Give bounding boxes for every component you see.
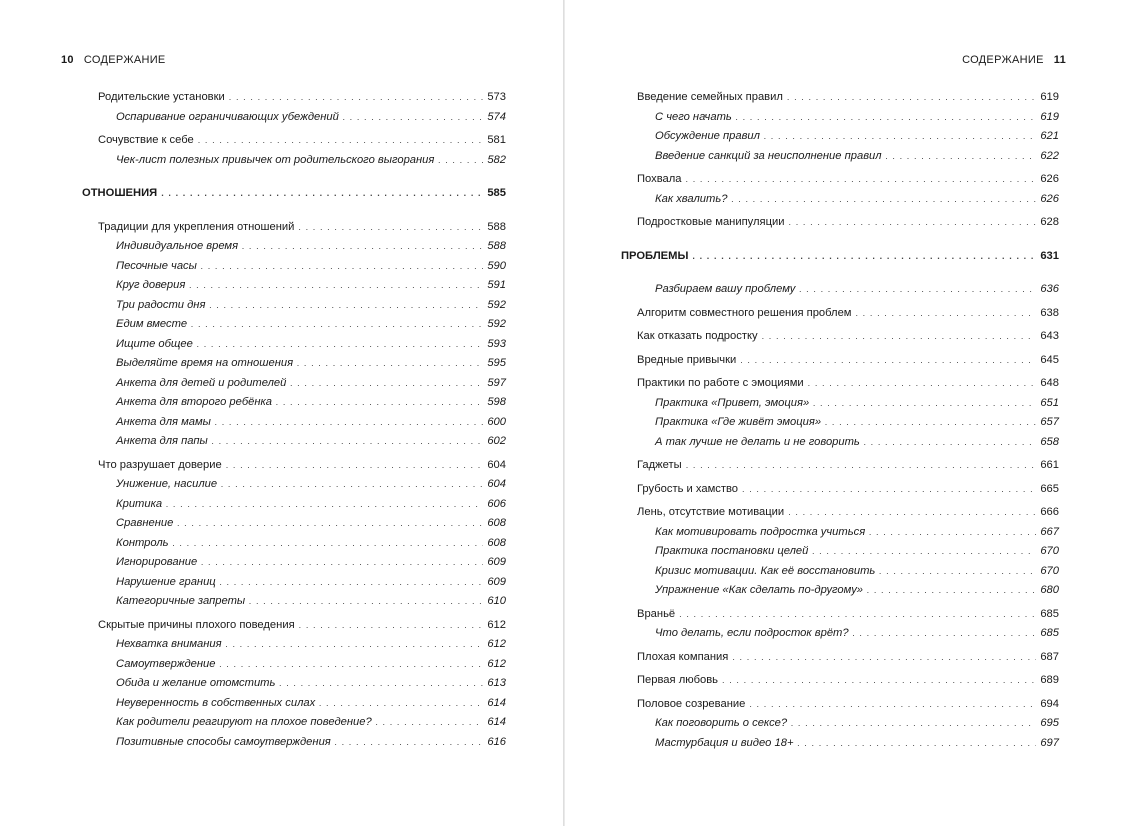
toc-entry-title: Введение санкций за неисполнение правил	[655, 149, 882, 162]
toc-entry-page: 604	[487, 458, 506, 471]
toc-entry-title: Введение семейных правил	[637, 91, 783, 103]
toc-subentry	[621, 523, 1059, 543]
dot-leader	[740, 351, 1036, 371]
toc-chapter	[621, 671, 1059, 691]
right-running-header	[962, 54, 1066, 66]
toc-chapter	[621, 327, 1059, 347]
table-of-contents-left	[82, 88, 506, 752]
dot-leader	[221, 475, 483, 495]
toc-entry-page: 614	[487, 716, 506, 728]
toc-entry-page: 651	[1040, 396, 1059, 409]
toc-entry-title: С чего начать	[655, 110, 732, 123]
toc-subentry	[82, 514, 506, 534]
page-number: 10	[61, 54, 74, 66]
dot-leader	[869, 523, 1036, 543]
toc-entry-page: 609	[487, 575, 506, 588]
running-title: СОДЕРЖАНИЕ	[83, 54, 166, 66]
toc-chapter	[621, 170, 1059, 190]
toc-subentry	[621, 581, 1059, 601]
toc-entry-title: Практика «Привет, эмоция»	[655, 396, 810, 409]
toc-section	[82, 184, 506, 204]
toc-subentry	[621, 562, 1059, 582]
dot-leader	[229, 88, 484, 108]
dot-leader	[299, 616, 484, 636]
toc-entry-title: Сочувствие к себе	[98, 134, 194, 146]
toc-subentry	[621, 624, 1059, 644]
toc-entry-title: Половое созревание	[637, 697, 746, 710]
toc-entry-title: Как хвалить?	[655, 192, 728, 205]
toc-entry-title: Позитивные способы самоутверждения	[116, 735, 331, 748]
dot-leader	[209, 296, 483, 316]
toc-entry-title: Круг доверия	[116, 279, 186, 291]
dot-leader	[749, 695, 1036, 715]
right-page	[565, 0, 1128, 826]
toc-entry-page: 595	[487, 357, 506, 369]
dot-leader	[319, 694, 483, 714]
toc-entry-title: Критика	[116, 497, 163, 510]
toc-subentry	[82, 315, 506, 335]
dot-leader	[867, 581, 1036, 601]
toc-entry-title: Игнорирование	[116, 556, 198, 568]
toc-entry-title: Анкета для второго ребёнка	[116, 396, 273, 408]
toc-entry-title: Оспаривание ограничивающих убеждений	[116, 110, 339, 123]
dot-leader	[376, 713, 484, 733]
toc-subentry	[82, 635, 506, 655]
dot-leader	[220, 573, 484, 593]
dot-leader	[177, 514, 483, 534]
toc-entry-page: 598	[487, 396, 506, 408]
dot-leader	[201, 257, 483, 277]
toc-chapter	[621, 480, 1059, 500]
toc-entry-page: 592	[487, 298, 506, 311]
toc-entry-title: Анкета для мамы	[116, 415, 211, 428]
toc-subentry	[82, 534, 506, 554]
toc-entry-title: Мастурбация и видео 18+	[655, 736, 794, 749]
toc-entry-title: Чек-лист полезных привычек от родительского выгорания	[116, 153, 435, 166]
toc-entry-title: Как мотивировать подростка учиться	[655, 525, 866, 538]
toc-entry-page: 626	[1040, 192, 1059, 205]
toc-subentry	[621, 190, 1059, 210]
toc-subentry	[621, 734, 1059, 754]
dot-leader	[438, 151, 483, 171]
toc-subentry	[82, 108, 506, 128]
dot-leader	[297, 354, 483, 374]
dot-leader	[161, 184, 483, 204]
dot-leader	[201, 553, 483, 573]
toc-entry-title: Едим вместе	[116, 318, 188, 330]
toc-entry-title: Нарушение границ	[116, 575, 216, 588]
toc-chapter	[82, 218, 506, 238]
toc-entry-page: 588	[487, 240, 506, 252]
table-of-contents-right	[621, 88, 1059, 753]
toc-entry-page: 645	[1040, 353, 1059, 366]
dot-leader	[679, 605, 1036, 625]
dot-leader	[879, 562, 1036, 582]
dot-leader	[215, 413, 483, 433]
toc-entry-page: 657	[1040, 416, 1059, 428]
toc-subentry	[621, 413, 1059, 433]
running-title: СОДЕРЖАНИЕ	[962, 54, 1044, 66]
dot-leader	[812, 542, 1036, 562]
dot-leader	[825, 413, 1036, 433]
toc-entry-page: 628	[1040, 216, 1059, 228]
toc-entry-page: 643	[1040, 330, 1059, 342]
toc-entry-page: 592	[487, 318, 506, 330]
dot-leader	[249, 592, 483, 612]
toc-entry-page: 604	[487, 478, 506, 490]
toc-entry-page: 608	[487, 517, 506, 529]
toc-entry-title: Подростковые манипуляции	[637, 216, 785, 228]
toc-subentry	[82, 733, 506, 753]
dot-leader	[853, 624, 1037, 644]
toc-entry-page: 581	[487, 134, 506, 146]
toc-chapter	[82, 88, 506, 108]
dot-leader	[736, 108, 1037, 128]
toc-chapter	[82, 616, 506, 636]
toc-entry-title: Анкета для детей и родителей	[116, 376, 287, 389]
toc-entry-title: Что делать, если подросток врёт?	[655, 627, 849, 639]
toc-entry-title: Разбираем вашу проблему	[655, 283, 796, 295]
toc-entry-title: Практика постановки целей	[655, 545, 809, 557]
dot-leader	[808, 374, 1037, 394]
toc-entry-page: 612	[487, 638, 506, 650]
toc-entry-page: 685	[1040, 627, 1059, 639]
toc-entry-title: ПРОБЛЕМЫ	[621, 249, 689, 262]
dot-leader	[787, 88, 1036, 108]
dot-leader	[219, 655, 483, 675]
dot-leader	[855, 304, 1036, 324]
dot-leader	[788, 503, 1036, 523]
toc-entry-page: 574	[487, 110, 506, 123]
toc-chapter	[621, 351, 1059, 371]
toc-entry-page: 661	[1040, 459, 1059, 471]
dot-leader	[173, 534, 484, 554]
toc-entry-title: Анкета для папы	[116, 435, 208, 447]
toc-entry-page: 591	[487, 279, 506, 291]
toc-entry-page: 658	[1040, 435, 1059, 448]
toc-subentry	[82, 553, 506, 573]
toc-entry-title: Алгоритм совместного решения проблем	[637, 306, 852, 319]
toc-subentry	[82, 592, 506, 612]
dot-leader	[742, 480, 1036, 500]
toc-entry-title: Выделяйте время на отношения	[116, 357, 294, 369]
toc-entry-page: 609	[487, 556, 506, 568]
toc-entry-page: 593	[487, 337, 506, 350]
toc-entry-title: Скрытые причины плохого поведения	[98, 618, 295, 631]
toc-entry-title: Грубость и хамство	[637, 482, 739, 495]
dot-leader	[212, 432, 484, 452]
toc-entry-title: Три радости дня	[116, 298, 206, 311]
toc-entry-page: 689	[1040, 674, 1059, 686]
toc-subentry	[82, 674, 506, 694]
dot-leader	[732, 648, 1036, 668]
dot-leader	[797, 734, 1036, 754]
toc-entry-title: Что разрушает доверие	[98, 458, 222, 471]
toc-entry-title: Вредные привычки	[637, 353, 737, 366]
toc-entry-title: Обида и желание отомстить	[116, 677, 276, 689]
toc-chapter	[621, 503, 1059, 523]
toc-subentry	[621, 433, 1059, 453]
toc-subentry	[82, 237, 506, 257]
dot-leader	[189, 276, 483, 296]
toc-entry-title: Песочные часы	[116, 259, 197, 272]
dot-leader	[692, 247, 1036, 267]
toc-entry-title: Похвала	[637, 173, 682, 185]
dot-leader	[886, 147, 1037, 167]
dot-leader	[191, 315, 483, 335]
dot-leader	[298, 218, 483, 238]
dot-leader	[335, 733, 484, 753]
left-page	[0, 0, 563, 826]
toc-subentry	[82, 413, 506, 433]
toc-chapter	[621, 213, 1059, 233]
toc-entry-title: Плохая компания	[637, 650, 729, 663]
toc-entry-title: Нехватка внимания	[116, 638, 222, 650]
toc-entry-page: 685	[1040, 607, 1059, 620]
toc-entry-page: 610	[487, 595, 506, 607]
toc-subentry	[621, 394, 1059, 414]
toc-subentry	[621, 280, 1059, 300]
toc-entry-title: Как поговорить о сексе?	[655, 717, 788, 729]
toc-subentry	[621, 714, 1059, 734]
toc-entry-title: Враньё	[637, 607, 676, 620]
toc-entry-page: 608	[487, 536, 506, 549]
dot-leader	[343, 108, 484, 128]
toc-entry-title: Категоричные запреты	[116, 595, 246, 607]
dot-leader	[722, 671, 1036, 691]
toc-entry-title: Лень, отсутствие мотивации	[637, 506, 785, 518]
toc-entry-page: 585	[487, 187, 506, 199]
toc-entry-title: Практики по работе с эмоциями	[637, 377, 804, 389]
toc-entry-page: 667	[1040, 525, 1059, 538]
toc-entry-title: Ищите общее	[116, 337, 193, 350]
toc-entry-page: 680	[1040, 584, 1059, 596]
toc-subentry	[82, 276, 506, 296]
toc-entry-title: Индивидуальное время	[116, 240, 239, 252]
toc-chapter	[621, 695, 1059, 715]
dot-leader	[279, 674, 483, 694]
toc-subentry	[82, 354, 506, 374]
toc-entry-title: ОТНОШЕНИЯ	[82, 187, 158, 199]
toc-entry-title: Обсуждение правил	[655, 130, 760, 142]
toc-entry-title: Традиции для укрепления отношений	[98, 220, 295, 233]
dot-leader	[226, 456, 484, 476]
toc-entry-page: 616	[487, 735, 506, 748]
toc-subentry	[82, 655, 506, 675]
toc-entry-title: Как отказать подростку	[637, 330, 758, 342]
dot-leader	[813, 394, 1036, 414]
dot-leader	[276, 393, 483, 413]
toc-subentry	[82, 694, 506, 714]
toc-chapter	[621, 304, 1059, 324]
toc-chapter	[82, 456, 506, 476]
toc-entry-page: 602	[487, 435, 506, 447]
toc-entry-title: Контроль	[116, 536, 169, 549]
toc-entry-page: 622	[1040, 149, 1059, 162]
toc-entry-title: Сравнение	[116, 517, 174, 529]
toc-entry-page: 694	[1040, 697, 1059, 710]
toc-subentry	[621, 147, 1059, 167]
toc-chapter	[621, 88, 1059, 108]
left-running-header	[61, 54, 166, 66]
toc-section	[621, 247, 1059, 267]
toc-entry-page: 697	[1040, 736, 1059, 749]
toc-entry-page: 590	[487, 259, 506, 272]
toc-chapter	[82, 131, 506, 151]
toc-entry-title: Самоутверждение	[116, 657, 216, 670]
toc-chapter	[621, 374, 1059, 394]
toc-subentry	[82, 475, 506, 495]
toc-entry-page: 666	[1040, 506, 1059, 518]
toc-entry-title: Унижение, насилие	[116, 478, 218, 490]
dot-leader	[762, 327, 1037, 347]
toc-entry-title: Первая любовь	[637, 674, 719, 686]
dot-leader	[789, 213, 1037, 233]
toc-entry-page: 638	[1040, 306, 1059, 319]
toc-subentry	[82, 374, 506, 394]
toc-entry-title: Неуверенность в собственных силах	[116, 696, 316, 709]
toc-subentry	[82, 573, 506, 593]
toc-entry-page: 626	[1040, 173, 1059, 185]
toc-subentry	[621, 108, 1059, 128]
toc-entry-page: 621	[1040, 130, 1059, 142]
toc-entry-page: 597	[487, 376, 506, 389]
toc-subentry	[82, 335, 506, 355]
toc-entry-title: Упражнение «Как сделать по-другому»	[655, 584, 864, 596]
toc-chapter	[621, 648, 1059, 668]
dot-leader	[764, 127, 1036, 147]
toc-entry-page: 619	[1040, 110, 1059, 123]
toc-entry-page: 631	[1040, 249, 1059, 262]
toc-entry-page: 612	[487, 618, 506, 631]
toc-subentry	[82, 713, 506, 733]
page-number: 11	[1053, 54, 1066, 66]
toc-entry-title: Как родители реагируют на плохое поведение?	[116, 716, 372, 728]
dot-leader	[290, 374, 483, 394]
toc-subentry	[82, 495, 506, 515]
toc-subentry	[82, 296, 506, 316]
toc-subentry	[82, 151, 506, 171]
toc-entry-page: 648	[1040, 377, 1059, 389]
toc-entry-page: 612	[487, 657, 506, 670]
toc-entry-page: 636	[1040, 283, 1059, 295]
toc-entry-page: 687	[1040, 650, 1059, 663]
toc-entry-page: 582	[487, 153, 506, 166]
toc-entry-page: 613	[487, 677, 506, 689]
toc-entry-page: 670	[1040, 545, 1059, 557]
toc-subentry	[82, 432, 506, 452]
toc-entry-page: 619	[1040, 91, 1059, 103]
toc-entry-page: 588	[487, 220, 506, 233]
toc-entry-title: Родительские установки	[98, 91, 225, 103]
toc-subentry	[82, 257, 506, 277]
dot-leader	[242, 237, 483, 257]
dot-leader	[166, 495, 483, 515]
toc-entry-page: 600	[487, 415, 506, 428]
dot-leader	[198, 131, 484, 151]
dot-leader	[686, 170, 1037, 190]
dot-leader	[226, 635, 484, 655]
dot-leader	[799, 280, 1036, 300]
toc-entry-page: 614	[487, 696, 506, 709]
toc-entry-title: А так лучше не делать и не говорить	[655, 435, 860, 448]
dot-leader	[731, 190, 1036, 210]
dot-leader	[686, 456, 1037, 476]
dot-leader	[197, 335, 483, 355]
toc-entry-page: 670	[1040, 564, 1059, 577]
toc-entry-page: 665	[1040, 482, 1059, 495]
toc-subentry	[621, 542, 1059, 562]
toc-chapter	[621, 605, 1059, 625]
toc-entry-title: Практика «Где живёт эмоция»	[655, 416, 822, 428]
toc-chapter	[621, 456, 1059, 476]
dot-leader	[791, 714, 1036, 734]
toc-subentry	[621, 127, 1059, 147]
toc-entry-title: Кризис мотивации. Как её восстановить	[655, 564, 876, 577]
dot-leader	[864, 433, 1037, 453]
toc-entry-page: 606	[487, 497, 506, 510]
toc-entry-page: 695	[1040, 717, 1059, 729]
toc-entry-title: Гаджеты	[637, 459, 682, 471]
toc-entry-page: 573	[487, 91, 506, 103]
toc-subentry	[82, 393, 506, 413]
